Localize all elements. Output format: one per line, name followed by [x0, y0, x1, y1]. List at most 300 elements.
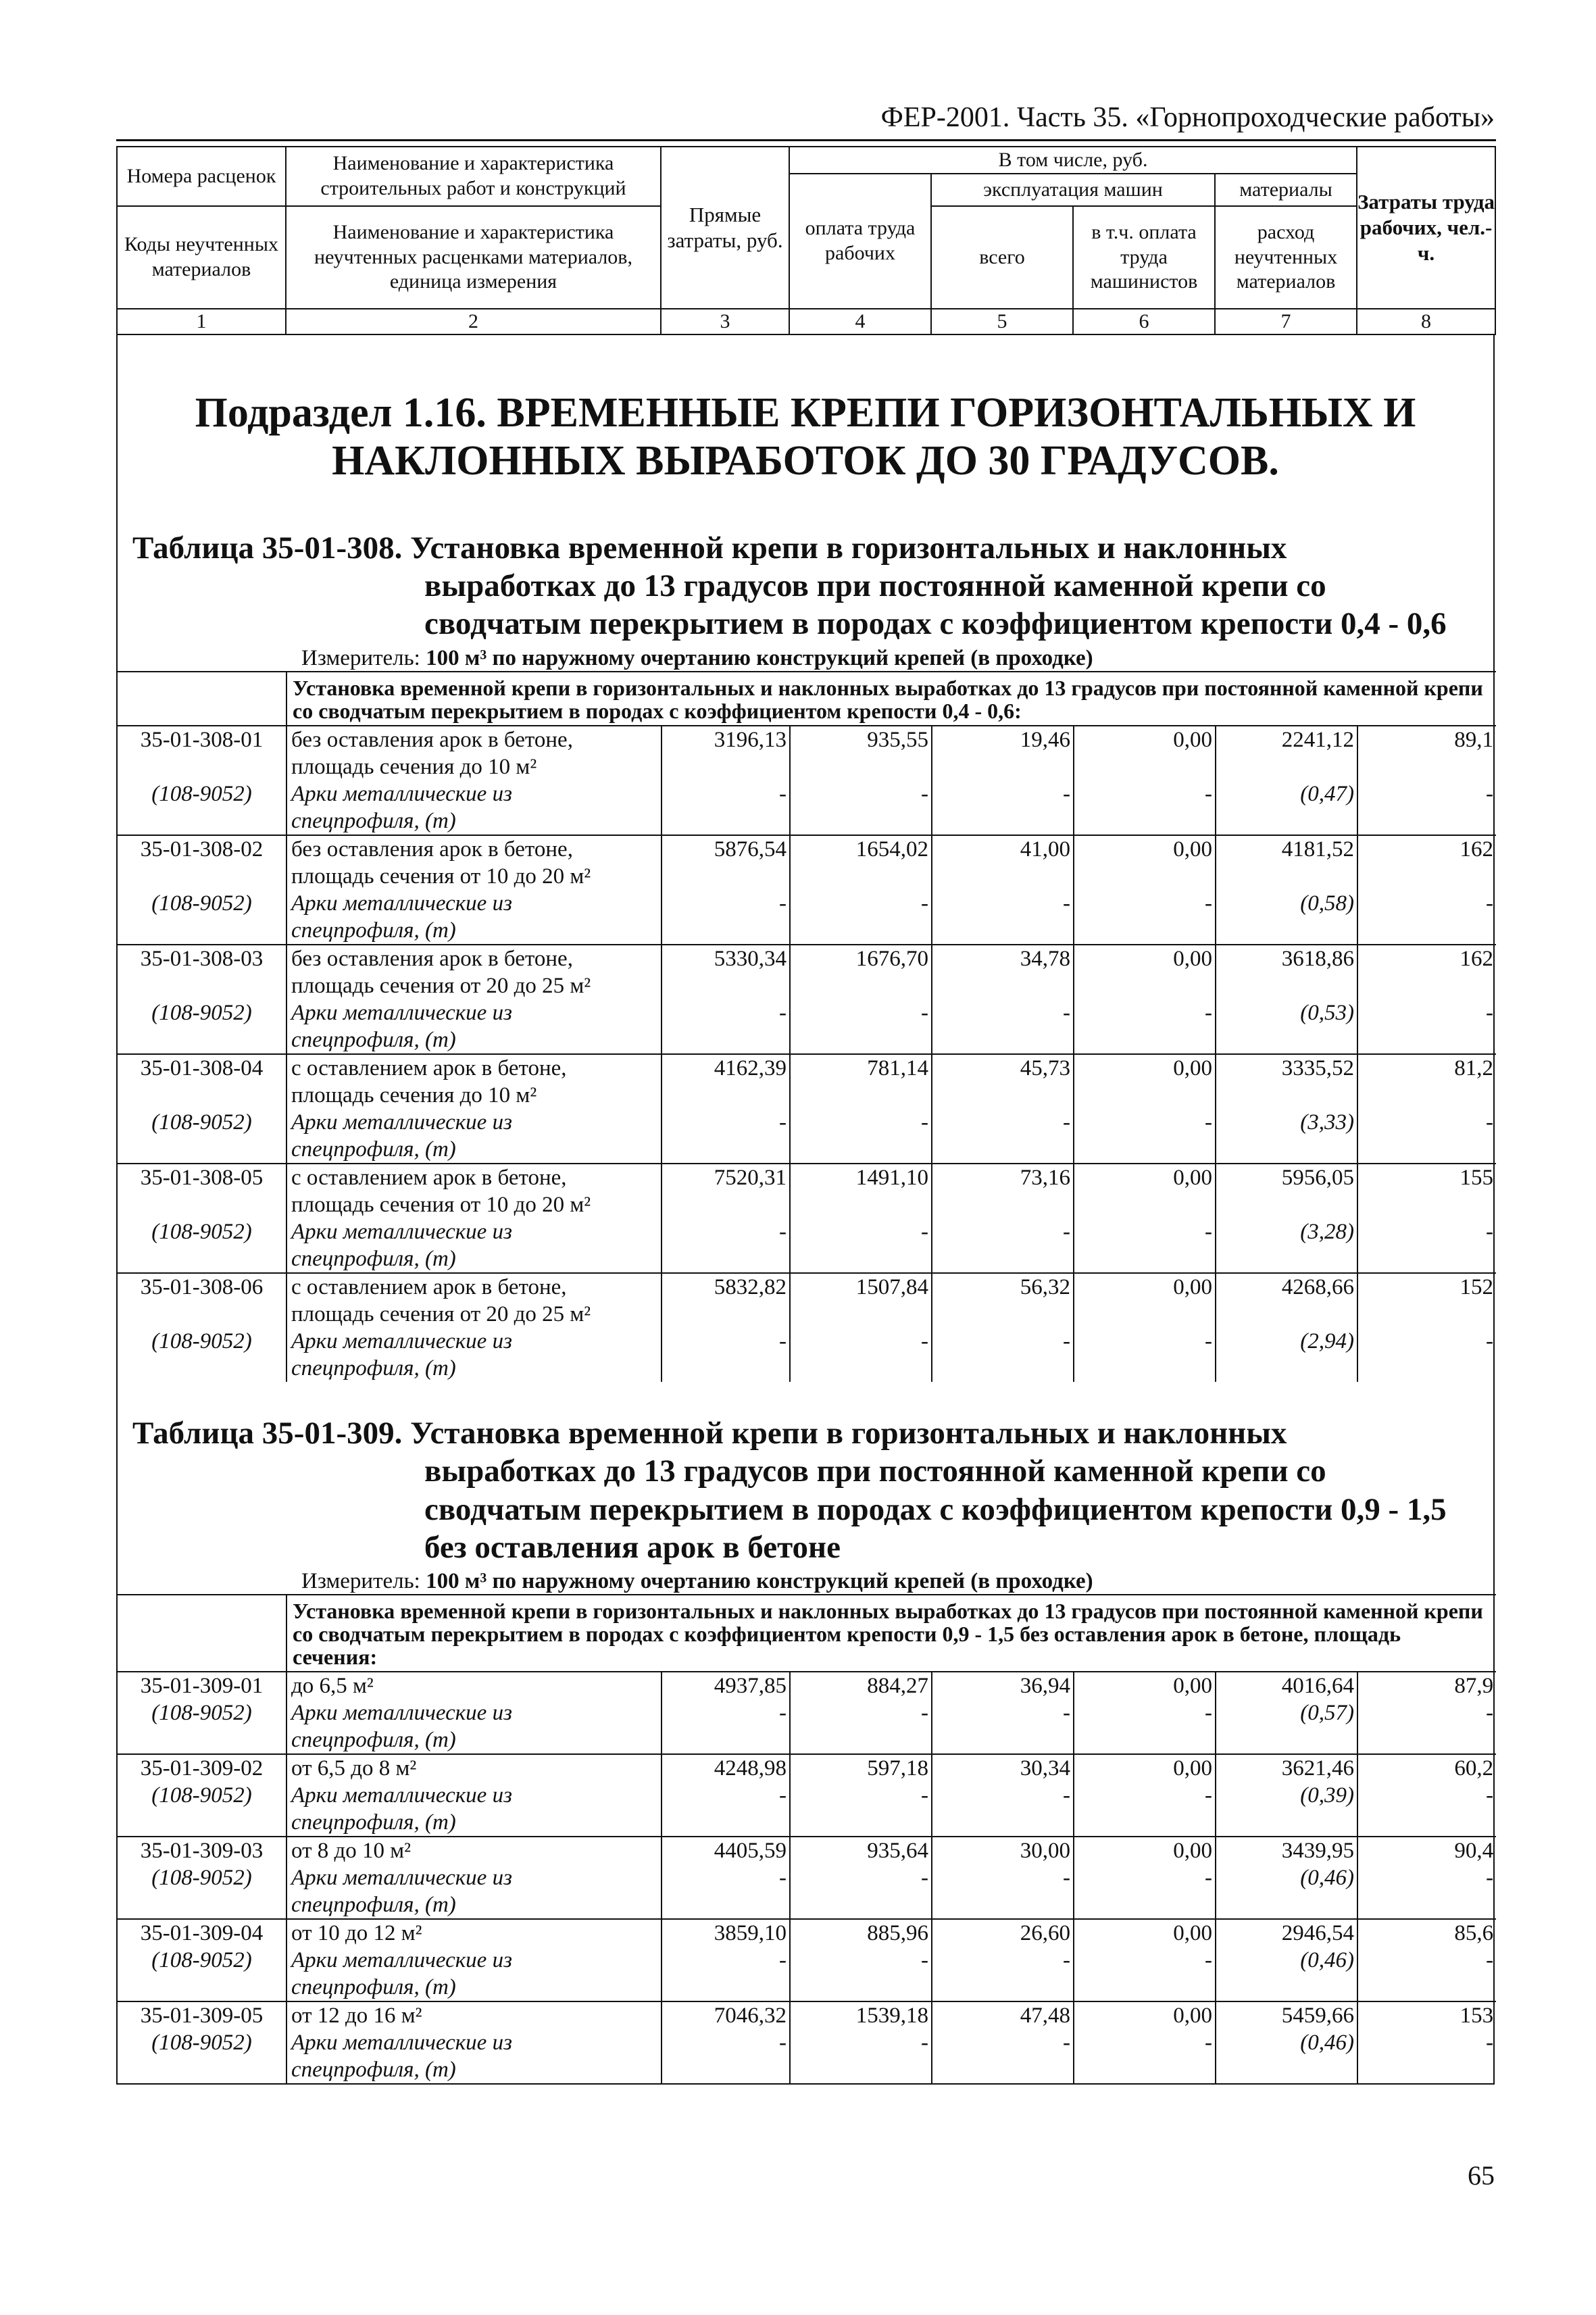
empty-cell — [662, 2056, 790, 2083]
material-dash: - — [1486, 891, 1494, 916]
rate-row-cont — [118, 1191, 1496, 1218]
material-use: (0,39) — [1216, 1782, 1357, 1809]
empty-cell — [662, 972, 790, 999]
empty-cell — [662, 1191, 790, 1218]
page-header: ФЕР-2001. Часть 35. «Горнопроходческие работы» — [880, 102, 1495, 133]
material-dash: - — [1074, 1782, 1216, 1809]
material-use: (0,57) — [1216, 1699, 1357, 1726]
rate-value-v4: 781,14 — [790, 1054, 932, 1082]
rate-value-v7: 4181,52 — [1216, 835, 1357, 863]
empty-cell — [662, 1891, 790, 1919]
empty-cell — [662, 1136, 790, 1164]
rate-row-cont — [118, 863, 1496, 890]
material-dash: - — [932, 1947, 1074, 1974]
material-dash: - — [662, 999, 790, 1026]
material-name-cont: спецпрофиля, (т) — [286, 917, 662, 945]
rate-value-v6: 0,00 — [1074, 1837, 1216, 1864]
material-name-cont: спецпрофиля, (т) — [286, 1726, 662, 1754]
empty-cell — [662, 1245, 790, 1273]
empty-cell — [1357, 753, 1496, 780]
material-code: (108-9052) — [118, 1947, 286, 1974]
empty-cell — [1357, 1191, 1496, 1218]
empty-cell — [1074, 1136, 1216, 1164]
empty-cell — [1357, 1809, 1496, 1837]
material-dash: - — [790, 1109, 932, 1136]
group-spacer — [118, 1595, 286, 1672]
material-dash: - — [662, 1699, 790, 1726]
material-row-cont — [118, 807, 1496, 835]
material-dash: - — [662, 1218, 790, 1245]
rate-row — [118, 2001, 1496, 2029]
rate-row-cont — [118, 753, 1496, 780]
rate-value-v5: 26,60 — [932, 1919, 1074, 1947]
subsection-title: Подраздел 1.16. ВРЕМЕННЫЕ КРЕПИ ГОРИЗОНТАЛЬНЫХ И НАКЛОННЫХ ВЫРАБОТОК ДО 30 ГРАДУСОВ. — [195, 390, 1416, 484]
material-dash: - — [662, 1864, 790, 1891]
col-material-name: Наименование и характеристика неучтенных расценками материалов, единица измерения — [286, 206, 661, 309]
empty-cell — [1357, 1974, 1496, 2001]
rate-value-v6: 0,00 — [1074, 835, 1216, 863]
material-dash: - — [790, 890, 932, 917]
material-use: (0,58) — [1216, 890, 1357, 917]
rate-value-v3: 4405,59 — [662, 1837, 790, 1864]
material-code-cont — [118, 1891, 286, 1919]
material-code: (108-9052) — [118, 1782, 286, 1809]
rate-value-v7: 2241,12 — [1216, 726, 1357, 753]
rate-code: 35-01-308-03 — [118, 945, 286, 972]
col-material-use: расход неучтенных материалов — [1215, 206, 1357, 309]
rate-code-cont — [118, 753, 286, 780]
rate-value-v4: 885,96 — [790, 1919, 932, 1947]
rate-code: 35-01-309-04 — [118, 1919, 286, 1947]
material-dash: - — [932, 780, 1074, 807]
material-use: (0,46) — [1216, 1864, 1357, 1891]
material-dash: - — [790, 1699, 932, 1726]
empty-cell — [1074, 1355, 1216, 1382]
empty-cell — [1216, 1891, 1357, 1919]
empty-cell — [790, 1726, 932, 1754]
material-name-cont: спецпрофиля, (т) — [286, 2056, 662, 2083]
rate-value-v4: 1539,18 — [790, 2001, 932, 2029]
empty-cell — [1216, 753, 1357, 780]
material-name: Арки металлические из — [286, 1218, 662, 1245]
empty-cell — [662, 1726, 790, 1754]
material-dash: - — [1074, 1699, 1216, 1726]
table-309-title — [118, 1414, 1493, 1567]
material-code-cont — [118, 1726, 286, 1754]
table-309-title-line: выработках до 13 градусов при постоянной каменной крепи со — [424, 1453, 1326, 1489]
empty-cell — [1357, 1355, 1496, 1382]
rate-code: 35-01-308-04 — [118, 1054, 286, 1082]
material-dash: - — [1486, 1866, 1494, 1891]
rate-code-cont — [118, 863, 286, 890]
material-code: (108-9052) — [118, 1864, 286, 1891]
rate-code-cont — [118, 972, 286, 999]
rate-value-v8: 89,1 — [1357, 726, 1496, 753]
empty-cell — [662, 1301, 790, 1328]
material-name: Арки металлические из — [286, 2029, 662, 2056]
column-header-table — [116, 146, 1496, 335]
material-row-cont — [118, 1726, 1496, 1754]
empty-cell — [1074, 863, 1216, 890]
rate-value-v7: 3439,95 — [1216, 1837, 1357, 1864]
empty-cell — [662, 807, 790, 835]
empty-cell — [1357, 1136, 1496, 1164]
rate-value-v5: 47,48 — [932, 2001, 1074, 2029]
rate-name: без оставления арок в бетоне, — [286, 945, 662, 972]
table-308-title — [118, 529, 1493, 643]
rate-value-v4: 1507,84 — [790, 1273, 932, 1301]
empty-cell — [790, 1355, 932, 1382]
empty-cell — [1357, 1891, 1496, 1919]
material-name-cont: спецпрофиля, (т) — [286, 1974, 662, 2001]
col-materials: материалы — [1215, 174, 1357, 206]
empty-cell — [1074, 2056, 1216, 2083]
empty-cell — [790, 1191, 932, 1218]
rate-code: 35-01-308-05 — [118, 1164, 286, 1191]
rate-value-v5: 41,00 — [932, 835, 1074, 863]
material-row-cont — [118, 1974, 1496, 2001]
empty-cell — [1216, 1809, 1357, 1837]
rate-value-v6: 0,00 — [1074, 1672, 1216, 1699]
empty-cell — [1216, 1136, 1357, 1164]
material-dash: - — [662, 1947, 790, 1974]
material-name: Арки металлические из — [286, 1947, 662, 1974]
col-number: 8 — [1357, 309, 1495, 334]
rate-code: 35-01-308-02 — [118, 835, 286, 863]
rate-name: с оставлением арок в бетоне, — [286, 1164, 662, 1191]
material-dash: - — [1486, 1219, 1494, 1244]
empty-cell — [932, 1245, 1074, 1273]
rate-value-v6: 0,00 — [1074, 1919, 1216, 1947]
rate-name-cont: площадь сечения от 10 до 20 м² — [286, 1191, 662, 1218]
material-code-cont — [118, 1026, 286, 1054]
empty-cell — [932, 972, 1074, 999]
material-code-cont — [118, 1355, 286, 1382]
empty-cell — [1216, 972, 1357, 999]
rate-name-cont: площадь сечения от 20 до 25 м² — [286, 1301, 662, 1328]
rate-value-v6: 0,00 — [1074, 1273, 1216, 1301]
material-dash: - — [1074, 1218, 1216, 1245]
material-name: Арки металлические из — [286, 1864, 662, 1891]
rate-row-cont — [118, 1301, 1496, 1328]
empty-cell — [790, 1245, 932, 1273]
empty-cell — [1216, 1726, 1357, 1754]
rate-code-cont — [118, 1191, 286, 1218]
rate-value-v7: 2946,54 — [1216, 1919, 1357, 1947]
col-machines-total: всего — [931, 206, 1073, 309]
material-row-cont — [118, 1136, 1496, 1164]
rate-code: 35-01-308-06 — [118, 1273, 286, 1301]
rate-name: с оставлением арок в бетоне, — [286, 1054, 662, 1082]
material-row — [118, 1328, 1496, 1355]
rate-name: без оставления арок в бетоне, — [286, 835, 662, 863]
table-309-number: Таблица 35-01-309. — [132, 1415, 403, 1451]
empty-cell — [1074, 1082, 1216, 1109]
empty-cell — [932, 1355, 1074, 1382]
material-name: Арки металлические из — [286, 1699, 662, 1726]
rate-row — [118, 1837, 1496, 1864]
material-use: (0,47) — [1216, 780, 1357, 807]
rate-value-v7: 5459,66 — [1216, 2001, 1357, 2029]
rate-name-cont: площадь сечения от 20 до 25 м² — [286, 972, 662, 999]
material-row-cont — [118, 1809, 1496, 1837]
col-number: 4 — [789, 309, 931, 334]
measure-label: Измеритель: — [301, 645, 420, 670]
empty-cell — [1074, 1891, 1216, 1919]
material-code-cont — [118, 1245, 286, 1273]
material-dash: - — [790, 1218, 932, 1245]
rate-name: с оставлением арок в бетоне, — [286, 1273, 662, 1301]
material-code: (108-9052) — [118, 999, 286, 1026]
table-309-title-line: Установка временной крепи в горизонтальных и наклонных — [410, 1415, 1287, 1451]
empty-cell — [932, 1974, 1074, 2001]
rate-name-cont: площадь сечения от 10 до 20 м² — [286, 863, 662, 890]
empty-cell — [1074, 753, 1216, 780]
rate-value-v3: 7520,31 — [662, 1164, 790, 1191]
table-308-title-line: сводчатым перекрытием в породах с коэффициентом крепости 0,4 - 0,6 — [424, 606, 1447, 642]
material-row-cont — [118, 1026, 1496, 1054]
rate-code: 35-01-309-01 — [118, 1672, 286, 1699]
col-number: 3 — [661, 309, 789, 334]
empty-cell — [662, 1026, 790, 1054]
material-dash: - — [1486, 1701, 1494, 1726]
rate-value-v7: 4268,66 — [1216, 1273, 1357, 1301]
empty-cell — [662, 1809, 790, 1837]
col-number: 1 — [117, 309, 286, 334]
material-dash: - — [1074, 1864, 1216, 1891]
empty-cell — [790, 972, 932, 999]
material-name-cont: спецпрофиля, (т) — [286, 1136, 662, 1164]
empty-cell — [790, 1891, 932, 1919]
rate-row — [118, 1672, 1496, 1699]
empty-cell — [790, 1136, 932, 1164]
rate-value-v8: 155 — [1357, 1164, 1496, 1191]
empty-cell — [1357, 1726, 1496, 1754]
table-308-title-line: Установка временной крепи в горизонтальных и наклонных — [410, 530, 1287, 566]
col-rate-numbers: Номера расценок — [117, 147, 286, 206]
rate-value-v5: 30,34 — [932, 1754, 1074, 1782]
empty-cell — [1074, 917, 1216, 945]
rate-row-cont — [118, 1082, 1496, 1109]
empty-cell — [790, 1026, 932, 1054]
material-dash: - — [1486, 1948, 1494, 1973]
rate-value-v7: 4016,64 — [1216, 1672, 1357, 1699]
table-308-group-title: Установка временной крепи в горизонтальных и наклонных выработках до 13 градусов при постоянной каменной крепи со сводчатым перекрытием в породах с коэффициентом крепости 0,4 - 0,6: — [286, 672, 1496, 726]
material-row — [118, 1782, 1496, 1809]
empty-cell — [790, 753, 932, 780]
empty-cell — [932, 917, 1074, 945]
material-row-cont — [118, 1355, 1496, 1382]
rate-row — [118, 1164, 1496, 1191]
material-dash: - — [790, 999, 932, 1026]
material-dash: - — [1074, 1947, 1216, 1974]
col-machinist-pay: в т.ч. оплата труда машинистов — [1073, 206, 1215, 309]
empty-cell — [1216, 1245, 1357, 1273]
measure-value: 100 м³ по наружному очертанию конструкций крепей (в проходке) — [426, 645, 1093, 670]
empty-cell — [1216, 917, 1357, 945]
col-number: 6 — [1073, 309, 1215, 334]
table-309-title-line: сводчатым перекрытием в породах с коэффициентом крепости 0,9 - 1,5 — [424, 1491, 1447, 1527]
rate-value-v5: 45,73 — [932, 1054, 1074, 1082]
material-row — [118, 890, 1496, 917]
empty-cell — [1074, 972, 1216, 999]
material-dash: - — [790, 780, 932, 807]
empty-cell — [1216, 1191, 1357, 1218]
rate-value-v4: 884,27 — [790, 1672, 932, 1699]
rate-value-v5: 56,32 — [932, 1273, 1074, 1301]
empty-cell — [1074, 1191, 1216, 1218]
material-row — [118, 1947, 1496, 1974]
material-code: (108-9052) — [118, 780, 286, 807]
empty-cell — [1357, 917, 1496, 945]
material-dash: - — [1074, 1328, 1216, 1355]
material-dash: - — [662, 1782, 790, 1809]
material-code: (108-9052) — [118, 1699, 286, 1726]
rate-name-cont: площадь сечения до 10 м² — [286, 753, 662, 780]
material-code-cont — [118, 917, 286, 945]
table-309 — [118, 1594, 1496, 2083]
rate-row — [118, 835, 1496, 863]
material-dash: - — [932, 1864, 1074, 1891]
material-dash: - — [1486, 1328, 1494, 1353]
rate-value-v7: 5956,05 — [1216, 1164, 1357, 1191]
empty-cell — [662, 1082, 790, 1109]
empty-cell — [932, 807, 1074, 835]
empty-cell — [932, 1191, 1074, 1218]
material-dash: - — [932, 999, 1074, 1026]
rate-value-v4: 935,64 — [790, 1837, 932, 1864]
material-code: (108-9052) — [118, 1109, 286, 1136]
rate-value-v5: 34,78 — [932, 945, 1074, 972]
rate-value-v7: 3335,52 — [1216, 1054, 1357, 1082]
empty-cell — [1074, 1726, 1216, 1754]
empty-cell — [932, 2056, 1074, 2083]
empty-cell — [790, 863, 932, 890]
rate-value-v3: 3859,10 — [662, 1919, 790, 1947]
rate-name: от 10 до 12 м² — [286, 1919, 662, 1947]
rate-value-v3: 4937,85 — [662, 1672, 790, 1699]
material-dash: - — [932, 1782, 1074, 1809]
rate-value-v8: 90,4 — [1357, 1837, 1496, 1864]
rate-row — [118, 1754, 1496, 1782]
empty-cell — [1074, 807, 1216, 835]
col-work-name: Наименование и характеристика строительных работ и конструкций — [286, 147, 661, 206]
rate-value-v6: 0,00 — [1074, 1164, 1216, 1191]
rate-name: от 8 до 10 м² — [286, 1837, 662, 1864]
material-name-cont: спецпрофиля, (т) — [286, 1891, 662, 1919]
empty-cell — [1357, 1026, 1496, 1054]
material-dash: - — [932, 890, 1074, 917]
empty-cell — [1357, 972, 1496, 999]
table-308-measure — [118, 646, 1493, 671]
empty-cell — [1357, 1082, 1496, 1109]
material-use: (0,53) — [1216, 999, 1357, 1026]
group-spacer — [118, 672, 286, 726]
empty-cell — [1216, 863, 1357, 890]
rate-value-v3: 4162,39 — [662, 1054, 790, 1082]
empty-cell — [1216, 1026, 1357, 1054]
material-use: (0,46) — [1216, 1947, 1357, 1974]
material-name-cont: спецпрофиля, (т) — [286, 1355, 662, 1382]
material-row — [118, 1864, 1496, 1891]
empty-cell — [790, 1301, 932, 1328]
empty-cell — [790, 1082, 932, 1109]
empty-cell — [1216, 807, 1357, 835]
rate-value-v8: 162 — [1357, 835, 1496, 863]
material-row — [118, 1218, 1496, 1245]
empty-cell — [932, 1026, 1074, 1054]
rate-value-v8: 162 — [1357, 945, 1496, 972]
col-unaccounted-codes: Коды неучтенных материалов — [117, 206, 286, 309]
col-number: 7 — [1215, 309, 1357, 334]
empty-cell — [1216, 1301, 1357, 1328]
material-code: (108-9052) — [118, 2029, 286, 2056]
rate-value-v6: 0,00 — [1074, 1054, 1216, 1082]
rate-value-v6: 0,00 — [1074, 726, 1216, 753]
rate-value-v3: 5832,82 — [662, 1273, 790, 1301]
material-use: (2,94) — [1216, 1328, 1357, 1355]
rate-value-v3: 4248,98 — [662, 1754, 790, 1782]
empty-cell — [662, 1974, 790, 2001]
material-use: (3,33) — [1216, 1109, 1357, 1136]
material-dash: - — [1074, 1109, 1216, 1136]
empty-cell — [1216, 1974, 1357, 2001]
rate-value-v5: 19,46 — [932, 726, 1074, 753]
material-name-cont: спецпрофиля, (т) — [286, 807, 662, 835]
material-name: Арки металлические из — [286, 1109, 662, 1136]
material-dash: - — [1486, 1000, 1494, 1025]
rate-value-v6: 0,00 — [1074, 2001, 1216, 2029]
material-dash: - — [662, 1328, 790, 1355]
empty-cell — [790, 2056, 932, 2083]
material-name-cont: спецпрофиля, (т) — [286, 1809, 662, 1837]
rate-value-v4: 1654,02 — [790, 835, 932, 863]
empty-cell — [932, 1136, 1074, 1164]
empty-cell — [932, 753, 1074, 780]
material-row — [118, 1699, 1496, 1726]
rate-code-cont — [118, 1301, 286, 1328]
empty-cell — [1357, 2056, 1496, 2083]
material-dash: - — [1486, 781, 1494, 806]
rate-name: до 6,5 м² — [286, 1672, 662, 1699]
material-dash: - — [1074, 999, 1216, 1026]
material-row — [118, 1109, 1496, 1136]
empty-cell — [932, 863, 1074, 890]
material-name: Арки металлические из — [286, 890, 662, 917]
empty-cell — [1216, 1082, 1357, 1109]
table-309-measure — [118, 1569, 1493, 1594]
material-dash: - — [932, 2029, 1074, 2056]
rate-value-v6: 0,00 — [1074, 945, 1216, 972]
material-dash: - — [932, 1699, 1074, 1726]
empty-cell — [932, 1082, 1074, 1109]
table-308-title-line: выработках до 13 градусов при постоянной каменной крепи со — [424, 568, 1326, 603]
material-dash: - — [932, 1328, 1074, 1355]
rate-value-v3: 5330,34 — [662, 945, 790, 972]
rate-code: 35-01-309-05 — [118, 2001, 286, 2029]
empty-cell — [1074, 1974, 1216, 2001]
rate-name: без оставления арок в бетоне, — [286, 726, 662, 753]
rate-value-v8: 152 — [1357, 1273, 1496, 1301]
col-labor-costs: Затраты труда рабочих, чел.-ч. — [1357, 147, 1495, 309]
material-name: Арки металлические из — [286, 1328, 662, 1355]
rate-value-v3: 5876,54 — [662, 835, 790, 863]
material-dash: - — [662, 780, 790, 807]
col-labor-pay: оплата труда рабочих — [789, 174, 931, 309]
empty-cell — [662, 917, 790, 945]
material-row-cont — [118, 2056, 1496, 2083]
material-code: (108-9052) — [118, 1218, 286, 1245]
